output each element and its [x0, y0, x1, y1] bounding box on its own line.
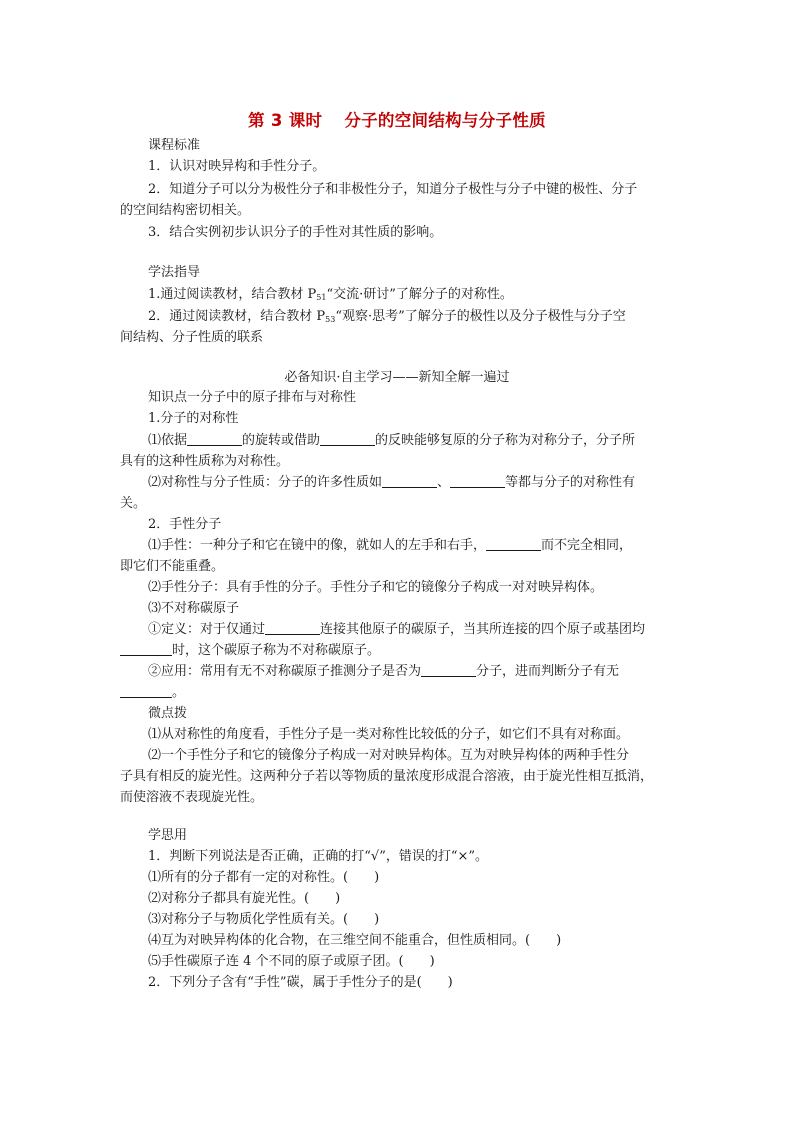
guide-item-2: 2．通过阅读教材，结合教材 $P_{53}“$观察·思考”了解分子的极性以及分子极性与分子空 [148, 309, 626, 324]
symmetry-item-1-cont: 具有的这种性质称为对称性。 [120, 454, 290, 469]
guide-item-2-cont: 间结构、分子性质的联系 [120, 330, 264, 345]
section-heading: 必备知识·自主学习——新知全解一遍过 [284, 370, 510, 385]
tip-para-2: ⑵一个手性分子和它的镜像分子构成一对对映异构体。互为对映异构体的两种手性分 [148, 748, 630, 763]
standards-item-2-cont: 的空间结构密切相关。 [120, 203, 251, 218]
question-1-item: ⑷互为对映异构体的化合物，在三维空间不能重合，但性质相同。( ) [148, 933, 562, 948]
chiral-item-3: ⑶不对称碳原子 [148, 601, 240, 616]
application-line: ②应用：常用有无不对称碳原子推测分子是否为 分子，进而判断分子有无 [148, 664, 620, 679]
definition-line-cont: 时，这个碳原子称为不对称碳原子。 [120, 642, 380, 659]
subscript-page-number: 51 [316, 293, 327, 302]
definition-line: ①定义：对于仅通过 连接其他原子的碳原子，当其所连接的四个原子或基团均 [148, 622, 646, 637]
symmetry-item-2: ⑵对称性与分子性质：分子的许多性质如 、 等都与分子的对称性有 [148, 475, 636, 490]
fill-blank [382, 474, 437, 488]
tip-para-2-cont: 子具有相反的旋光性。这两种分子若以等物质的量浓度形成混合溶液，由于旋光性相互抵消， [120, 769, 654, 784]
fill-blank [120, 684, 172, 698]
tip-para-2-end: 而使溶液不表现旋光性。 [120, 790, 264, 805]
knowledge-point-1: 知识点一分子中的原子排布与对称性 [148, 390, 357, 405]
fill-blank [486, 537, 541, 551]
standards-heading: 课程标准 [148, 138, 201, 153]
question-1-item: ⑴所有的分子都有一定的对称性。( ) [148, 870, 380, 885]
application-line-cont: 。 [120, 684, 185, 701]
fill-blank [187, 432, 242, 446]
page-title [0, 107, 794, 131]
standards-item-3: 3．结合实例初步认识分子的手性对其性质的影响。 [148, 225, 443, 240]
tip-heading: 微点拨 [148, 706, 188, 721]
lesson-topic: 分子的空间结构与分子性质 [344, 111, 546, 130]
fill-blank [421, 663, 476, 677]
question-2: 2．下列分子含有“手性”碳，属于手性分子的是( ) [148, 975, 453, 990]
standards-item-2: 2．知道分子可以分为极性分子和非极性分子，知道分子极性与分子中键的极性、分子 [148, 182, 638, 197]
lesson-number: 第 3 课时 [248, 111, 323, 130]
question-1-item: ⑵对称分子都具有旋光性。( ) [148, 891, 341, 906]
subscript-page-number: 53 [325, 315, 336, 324]
question-1-item: ⑶对称分子与物质化学性质有关。( ) [148, 912, 380, 927]
fill-blank [265, 621, 320, 635]
symmetry-item-2-cont: 关。 [120, 496, 147, 511]
fill-blank [320, 432, 375, 446]
symmetry-item-1: ⑴依据 的旋转或借助 的反映能够复原的分子称为对称分子，分子所 [148, 433, 636, 448]
symmetry-heading: 1.分子的对称性 [148, 411, 239, 426]
chiral-heading: 2．手性分子 [148, 517, 222, 532]
chiral-item-2: ⑵手性分子：具有手性的分子。手性分子和它的镜像分子构成一对对映异构体。 [148, 580, 604, 595]
question-1: 1．判断下列说法是否正确，正确的打“√”，错误的打“×”。 [148, 849, 489, 864]
question-1-item: ⑸手性碳原子连 4 个不同的原子或原子团。( ) [148, 954, 435, 969]
tip-para-1: ⑴从对称性的角度看，手性分子是一类对称性比较低的分子，如它们不具有对称面。 [148, 727, 630, 742]
fill-blank [120, 642, 172, 656]
guide-item-1: 1.通过阅读教材，结合教材 $P_{51}“$交流·研讨”了解分子的对称性。 [148, 287, 513, 302]
chiral-item-1: ⑴手性：一种分子和它在镜中的像，就如人的左手和右手， 而不完全相同， [148, 538, 633, 553]
guide-heading: 学法指导 [148, 265, 201, 280]
fill-blank [450, 474, 505, 488]
practice-heading: 学思用 [148, 828, 188, 843]
standards-item-1: 1．认识对映异构和手性分子。 [148, 159, 326, 174]
chiral-item-1-cont: 即它们不能重叠。 [120, 559, 225, 574]
